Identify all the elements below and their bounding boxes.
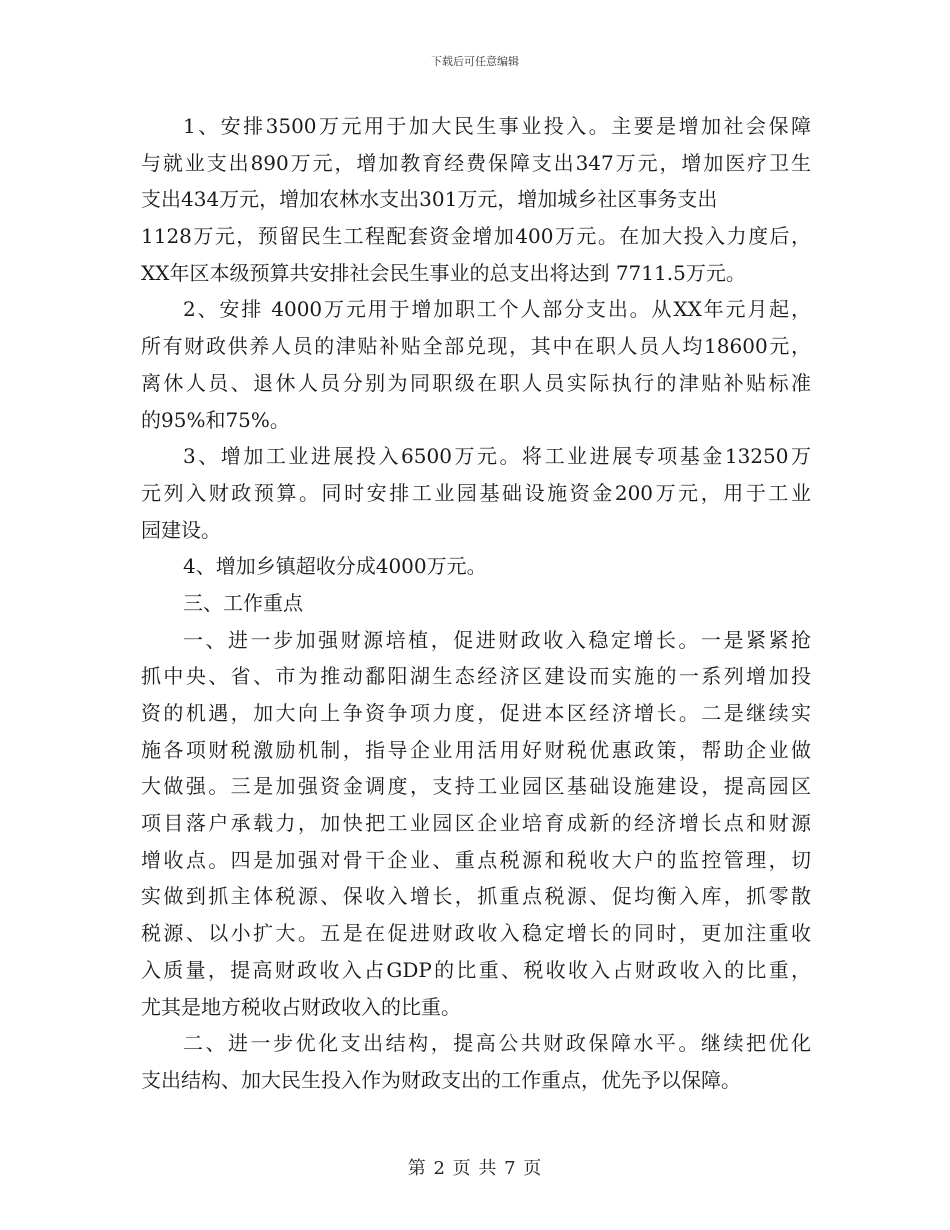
text-line: 三、工作重点 (183, 590, 303, 615)
text-line: 项目落户承载力，加快把工业园区企业培育成新的经济增长点和财源 (141, 811, 811, 836)
text-line: 税源、以小扩大。五是在促进财政收入稳定增长的同时，更加注重收 (141, 921, 811, 946)
text-line: 所有财政供养人员的津贴补贴全部兑现，其中在职人员人均18600元， (141, 334, 811, 359)
text-line: 支出结构、加大民生投入作为财政支出的工作重点，优先予以保障。 (141, 1067, 741, 1092)
text-line: 抓中央、省、市为推动鄱阳湖生态经济区建设而实施的一系列增加投 (141, 664, 811, 689)
text-line: 园建设。 (141, 517, 221, 542)
text-line: 支出434万元，增加农林水支出301万元，增加城乡社区事务支出 (141, 187, 718, 212)
text-line: 4、增加乡镇超收分成4000万元。 (183, 554, 487, 579)
text-line: 实做到抓主体税源、保收入增长，抓重点税源、促均衡入库，抓零散 (141, 884, 811, 909)
page-header: 下载后可任意编辑 (431, 55, 519, 68)
text-line: 入质量，提高财政收入占GDP的比重、税收收入占财政收入的比重， (141, 957, 811, 982)
text-line: 增收点。四是加强对骨干企业、重点税源和税收大户的监控管理，切 (141, 847, 811, 872)
text-line: 尤其是地方税收占财政收入的比重。 (141, 994, 461, 1019)
text-line: 3、增加工业进展投入6500万元。将工业进展专项基金13250万 (183, 444, 811, 469)
page-footer: 第 2 页 共 7 页 (407, 1158, 543, 1179)
text-line: 元列入财政预算。同时安排工业园基础设施资金200万元，用于工业 (141, 480, 811, 505)
text-line: XX年区本级预算共安排社会民生事业的总支出将达到 7711.5万元。 (141, 260, 746, 285)
text-line: 大做强。三是加强资金调度，支持工业园区基础设施建设，提高园区 (141, 774, 811, 799)
text-line: 资的机遇，加大向上争资争项力度，促进本区经济增长。二是继续实 (141, 701, 811, 725)
text-line: 的95%和75%。 (141, 407, 290, 432)
text-line: 二、进一步优化支出结构，提高公共财政保障水平。继续把优化 (183, 1031, 811, 1056)
text-line: 2、安排 4000万元用于增加职工个人部分支出。从XX年元月起， (183, 297, 811, 322)
text-line: 1、安排3500万元用于加大民生事业投入。主要是增加社会保障 (183, 114, 811, 138)
text-line: 1128万元，预留民生工程配套资金增加400万元。在加大投入力度后， (141, 224, 811, 249)
text-line: 与就业支出890万元，增加教育经费保障支出347万元，增加医疗卫生 (141, 150, 811, 175)
body-text (141, 108, 811, 1099)
text-line: 施各项财税激励机制，指导企业用活用好财税优惠政策，帮助企业做 (141, 737, 811, 762)
text-line: 一、进一步加强财源培植，促进财政收入稳定增长。一是紧紧抢 (183, 627, 811, 652)
text-line: 离休人员、退休人员分别为同职级在职人员实际执行的津贴补贴标准 (141, 370, 811, 395)
